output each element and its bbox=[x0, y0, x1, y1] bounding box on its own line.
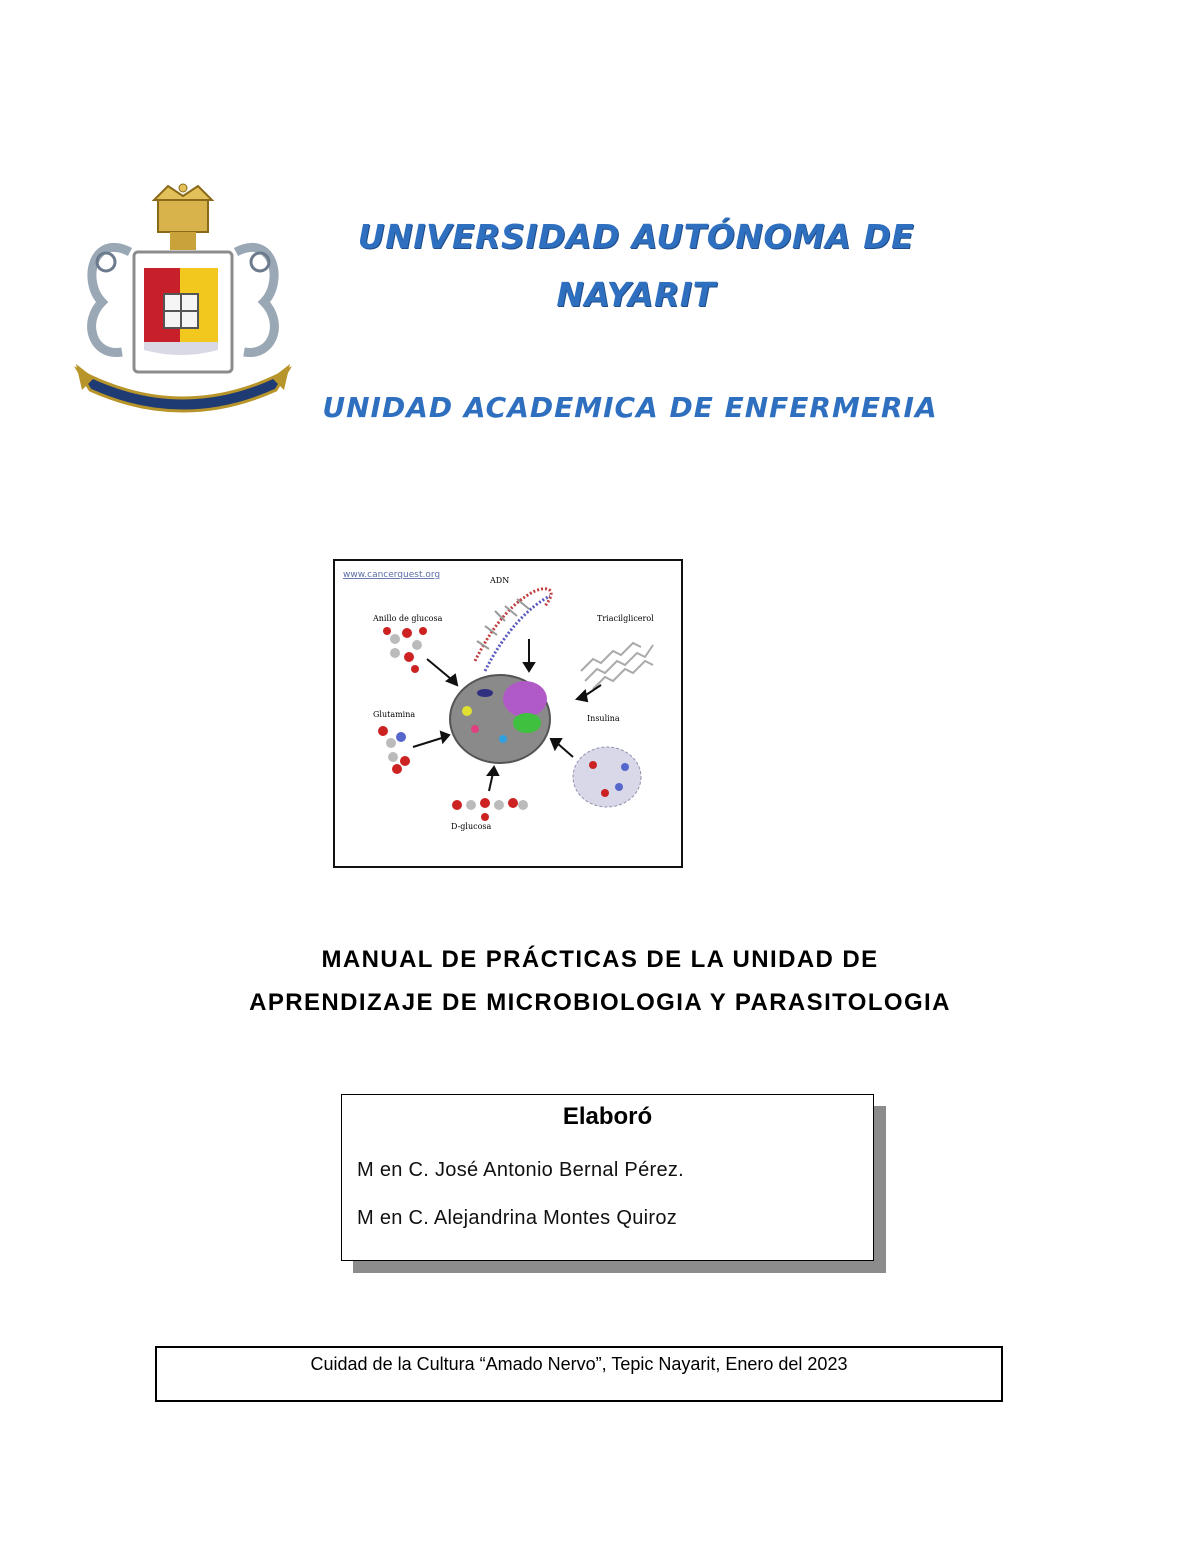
label-insulin: Insulina bbox=[587, 714, 620, 723]
footer-box bbox=[155, 1346, 1003, 1402]
university-seal-icon bbox=[72, 182, 294, 414]
glutamine-molecule-icon bbox=[378, 726, 410, 774]
authors-heading: Elaboró bbox=[562, 1103, 653, 1130]
university-name-line1: UNIVERSIDAD AUTÓNOMA DE bbox=[357, 217, 915, 256]
cell-icon bbox=[450, 675, 550, 763]
label-glucose-ring: Anillo de glucosa bbox=[373, 614, 443, 623]
label-d-glucose: D-glucosa bbox=[451, 822, 492, 831]
author-name: M en C. José Antonio Bernal Pérez. bbox=[357, 1159, 685, 1181]
academic-unit-title: UNIDAD ACADEMICA DE ENFERMERIA bbox=[322, 391, 938, 424]
figure-source-link: www.cancerquest.org bbox=[343, 570, 441, 580]
triacylglycerol-molecule-icon bbox=[581, 643, 653, 689]
author-name: M en C. Alejandrina Montes Quiroz bbox=[357, 1207, 678, 1229]
university-name-line2: NAYARIT bbox=[556, 275, 716, 314]
manual-title-line1: MANUAL DE PRÁCTICAS DE LA UNIDAD DE bbox=[321, 946, 879, 973]
manual-title bbox=[150, 938, 1050, 1024]
d-glucose-molecule-icon bbox=[452, 798, 528, 821]
manual-title-line2: APRENDIZAJE DE MICROBIOLOGIA Y PARASITOLOGIA bbox=[249, 989, 951, 1016]
dna-molecule-icon bbox=[475, 589, 551, 671]
footer-place-date: Cuidad de la Cultura “Amado Nervo”, Tepic Nayarit, Enero del 2023 bbox=[310, 1354, 848, 1374]
cell-metabolism-figure bbox=[333, 559, 683, 868]
university-name bbox=[300, 208, 972, 324]
authors-box bbox=[341, 1094, 874, 1261]
insulin-molecule-icon bbox=[573, 747, 641, 807]
glucose-ring-molecule-icon bbox=[383, 627, 427, 673]
label-glutamine: Glutamina bbox=[373, 710, 416, 719]
label-triacylglycerol: Triacilglicerol bbox=[597, 614, 654, 623]
label-adn: ADN bbox=[490, 576, 510, 585]
